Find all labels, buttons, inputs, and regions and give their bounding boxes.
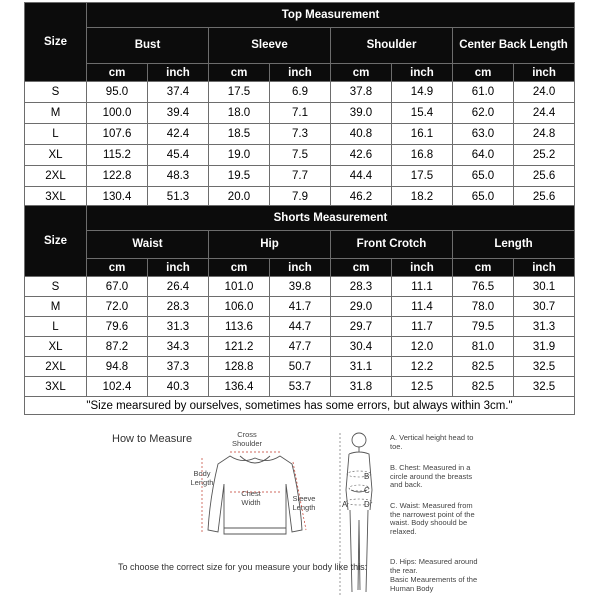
value-cell: 17.5 (392, 166, 453, 187)
value-cell: 19.5 (209, 166, 270, 187)
value-cell: 51.3 (148, 187, 209, 208)
letter-c: C (364, 486, 370, 495)
value-cell: 14.9 (392, 82, 453, 103)
table-row (25, 145, 575, 166)
value-cell: 11.7 (392, 317, 453, 337)
value-cell: 32.5 (514, 377, 575, 397)
value-cell: 100.0 (87, 103, 148, 124)
value-cell: 63.0 (453, 124, 514, 145)
unit-header: inch (392, 259, 453, 277)
unit-header: cm (87, 64, 148, 82)
table-row (25, 103, 575, 124)
note-d: D. Hips: Measured around the rear. (390, 557, 478, 575)
value-cell: 41.7 (270, 297, 331, 317)
value-cell: 24.0 (514, 82, 575, 103)
value-cell: 44.4 (331, 166, 392, 187)
unit-header: inch (148, 259, 209, 277)
table-row (25, 377, 575, 397)
group-header: Hip (209, 231, 331, 259)
footer-caption: Basic Meaurements of the Human Body (390, 575, 478, 593)
value-cell: 94.8 (87, 357, 148, 377)
note-b: B. Chest: Measured in a circle around the breasts and back. (390, 463, 473, 489)
value-cell: 24.4 (514, 103, 575, 124)
size-cell: XL (25, 145, 87, 166)
value-cell: 87.2 (87, 337, 148, 357)
value-cell: 46.2 (331, 187, 392, 208)
value-cell: 18.0 (209, 103, 270, 124)
value-cell: 128.8 (209, 357, 270, 377)
value-cell: 40.3 (148, 377, 209, 397)
value-cell: 30.1 (514, 277, 575, 297)
value-cell: 72.0 (87, 297, 148, 317)
group-header: Length (453, 231, 575, 259)
value-cell: 79.5 (453, 317, 514, 337)
value-cell: 37.3 (148, 357, 209, 377)
unit-header: inch (148, 64, 209, 82)
value-cell: 45.4 (148, 145, 209, 166)
group-header: Sleeve (209, 28, 331, 64)
size-header: Size (25, 3, 87, 82)
unit-header: cm (453, 64, 514, 82)
how-to-measure-section (0, 420, 600, 600)
value-cell: 113.6 (209, 317, 270, 337)
group-header: Shoulder (331, 28, 453, 64)
value-cell: 30.4 (331, 337, 392, 357)
value-cell: 115.2 (87, 145, 148, 166)
size-cell: 3XL (25, 377, 87, 397)
size-cell: L (25, 317, 87, 337)
disclaimer-note: "Size mearsured by ourselves, sometimes has some errors, but always within 3cm." (25, 397, 575, 415)
size-cell: S (25, 277, 87, 297)
value-cell: 79.6 (87, 317, 148, 337)
note-a: A. Vertical height head to toe. (390, 433, 474, 451)
table-row (25, 357, 575, 377)
value-cell: 64.0 (453, 145, 514, 166)
how-to-measure-title: How to Measure (112, 433, 193, 445)
value-cell: 42.4 (148, 124, 209, 145)
letter-b: B (364, 472, 370, 481)
value-cell: 50.7 (270, 357, 331, 377)
value-cell: 28.3 (331, 277, 392, 297)
value-cell: 12.0 (392, 337, 453, 357)
top-measurement-table (24, 2, 575, 208)
value-cell: 39.4 (148, 103, 209, 124)
value-cell: 95.0 (87, 82, 148, 103)
value-cell: 101.0 (209, 277, 270, 297)
value-cell: 62.0 (453, 103, 514, 124)
value-cell: 16.8 (392, 145, 453, 166)
body-length-label: Body Length (190, 469, 214, 487)
value-cell: 130.4 (87, 187, 148, 208)
value-cell: 40.8 (331, 124, 392, 145)
value-cell: 44.7 (270, 317, 331, 337)
size-cell: XL (25, 337, 87, 357)
value-cell: 34.3 (148, 337, 209, 357)
value-cell: 6.9 (270, 82, 331, 103)
unit-header: cm (331, 259, 392, 277)
body-diagram (336, 430, 382, 600)
section-title: Top Measurement (87, 3, 575, 28)
value-cell: 25.6 (514, 187, 575, 208)
value-cell: 136.4 (209, 377, 270, 397)
value-cell: 82.5 (453, 357, 514, 377)
table-row (25, 82, 575, 103)
size-cell: 2XL (25, 357, 87, 377)
value-cell: 31.1 (331, 357, 392, 377)
value-cell: 32.5 (514, 357, 575, 377)
unit-header: cm (331, 64, 392, 82)
value-cell: 7.5 (270, 145, 331, 166)
value-cell: 12.2 (392, 357, 453, 377)
group-header: Waist (87, 231, 209, 259)
unit-header: inch (270, 64, 331, 82)
value-cell: 65.0 (453, 187, 514, 208)
size-cell: M (25, 297, 87, 317)
letter-a: A (342, 500, 348, 509)
value-cell: 29.7 (331, 317, 392, 337)
value-cell: 53.7 (270, 377, 331, 397)
instruction-text: To choose the correct size for you measure your body like this: (118, 562, 368, 572)
value-cell: 19.0 (209, 145, 270, 166)
value-cell: 65.0 (453, 166, 514, 187)
value-cell: 122.8 (87, 166, 148, 187)
value-cell: 7.9 (270, 187, 331, 208)
value-cell: 18.2 (392, 187, 453, 208)
value-cell: 37.8 (331, 82, 392, 103)
value-cell: 20.0 (209, 187, 270, 208)
unit-header: inch (392, 64, 453, 82)
cross-shoulder-label: Cross Shoulder (231, 430, 263, 448)
value-cell: 31.9 (514, 337, 575, 357)
table-row (25, 124, 575, 145)
table-row (25, 317, 575, 337)
note-row (25, 397, 575, 415)
value-cell: 7.1 (270, 103, 331, 124)
value-cell: 82.5 (453, 377, 514, 397)
value-cell: 39.8 (270, 277, 331, 297)
unit-header: cm (87, 259, 148, 277)
value-cell: 15.4 (392, 103, 453, 124)
value-cell: 42.6 (331, 145, 392, 166)
table-row (25, 166, 575, 187)
value-cell: 7.7 (270, 166, 331, 187)
size-cell: M (25, 103, 87, 124)
letter-d: D (364, 500, 370, 509)
value-cell: 25.2 (514, 145, 575, 166)
unit-header: inch (270, 259, 331, 277)
value-cell: 67.0 (87, 277, 148, 297)
value-cell: 17.5 (209, 82, 270, 103)
value-cell: 24.8 (514, 124, 575, 145)
value-cell: 39.0 (331, 103, 392, 124)
value-cell: 81.0 (453, 337, 514, 357)
group-header: Center Back Length (453, 28, 575, 64)
value-cell: 25.6 (514, 166, 575, 187)
table-row (25, 297, 575, 317)
size-cell: L (25, 124, 87, 145)
value-cell: 12.5 (392, 377, 453, 397)
value-cell: 48.3 (148, 166, 209, 187)
value-cell: 102.4 (87, 377, 148, 397)
value-cell: 31.8 (331, 377, 392, 397)
chest-width-label: Chest Width (241, 489, 261, 507)
section-title: Shorts Measurement (87, 206, 575, 231)
value-cell: 16.1 (392, 124, 453, 145)
value-cell: 11.4 (392, 297, 453, 317)
unit-header: cm (209, 259, 270, 277)
value-cell: 29.0 (331, 297, 392, 317)
sweatshirt-diagram (190, 442, 320, 542)
value-cell: 18.5 (209, 124, 270, 145)
note-c: C. Waist: Measured from the narrowest point of the waist. Body shoould be relaxed. (390, 501, 475, 536)
size-cell: S (25, 82, 87, 103)
value-cell: 78.0 (453, 297, 514, 317)
value-cell: 47.7 (270, 337, 331, 357)
table-row (25, 277, 575, 297)
group-header: Bust (87, 28, 209, 64)
size-cell: 3XL (25, 187, 87, 208)
value-cell: 28.3 (148, 297, 209, 317)
size-header: Size (25, 206, 87, 277)
value-cell: 26.4 (148, 277, 209, 297)
value-cell: 31.3 (148, 317, 209, 337)
value-cell: 31.3 (514, 317, 575, 337)
value-cell: 7.3 (270, 124, 331, 145)
unit-header: inch (514, 64, 575, 82)
value-cell: 121.2 (209, 337, 270, 357)
value-cell: 106.0 (209, 297, 270, 317)
shorts-measurement-table (24, 205, 575, 415)
unit-header: cm (209, 64, 270, 82)
unit-header: cm (453, 259, 514, 277)
value-cell: 30.7 (514, 297, 575, 317)
group-header: Front Crotch (331, 231, 453, 259)
unit-header: inch (514, 259, 575, 277)
value-cell: 107.6 (87, 124, 148, 145)
value-cell: 11.1 (392, 277, 453, 297)
table-row (25, 337, 575, 357)
value-cell: 76.5 (453, 277, 514, 297)
size-cell: 2XL (25, 166, 87, 187)
value-cell: 61.0 (453, 82, 514, 103)
value-cell: 37.4 (148, 82, 209, 103)
sleeve-length-label: Sleeve Length (292, 494, 316, 512)
